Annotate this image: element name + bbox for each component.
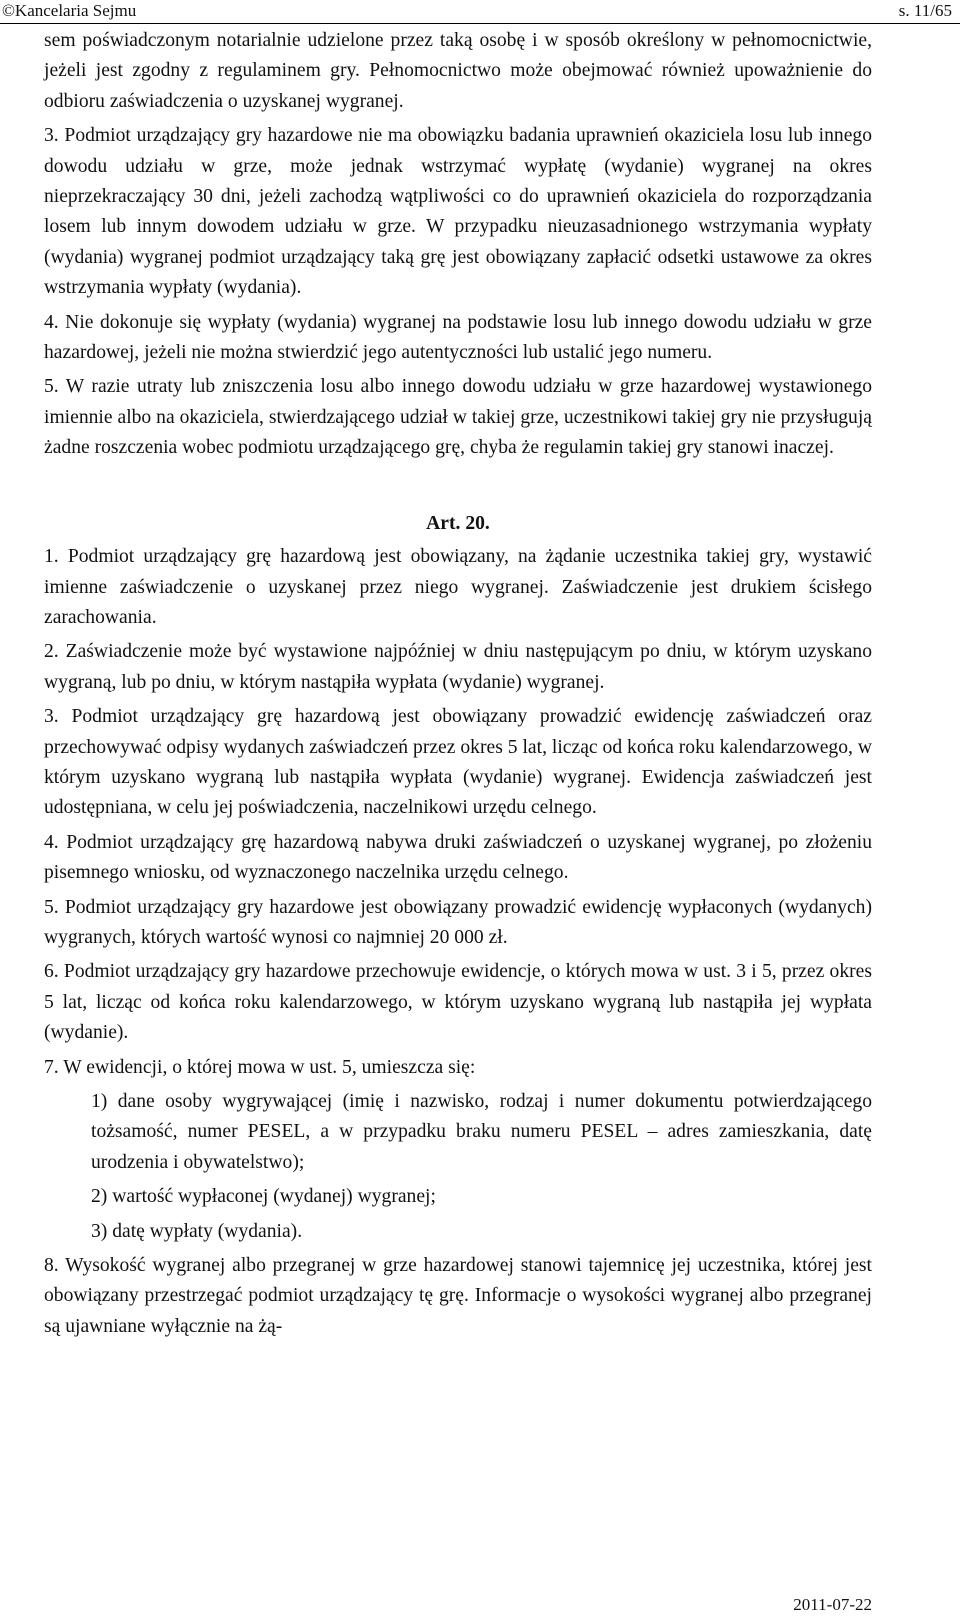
article-paragraph-6: 6. Podmiot urządzający gry hazardowe przechowuje ewidencje, o których mowa w ust. 3 i 5, przez okres 5 lat, licząc od końca roku kalendarzowego, w którym uzyskano wygraną lub nastąpiła jej wypłata (wydanie). xyxy=(44,961,872,1044)
article-paragraph-5: 5. Podmiot urządzający gry hazardowe jest obowiązany prowadzić ewidencję wypłaconych (wydanych) wygranych, których wartość wynosi co najmniej 20 000 zł. xyxy=(44,896,872,948)
article-paragraph-8: 8. Wysokość wygranej albo przegranej w grze hazardowej stanowi tajemnicę jej uczestnika, której jest obowiązany przestrzegać podmiot urządzający tę grę. Informacje o wysokości wygranej albo przegranej są ujawniane wyłącznie na żą- xyxy=(44,1255,872,1337)
list-item: 3) datę wypłaty (wydania). xyxy=(91,1220,303,1242)
article-paragraph-4: 4. Podmiot urządzający grę hazardową nabywa druki zaświadczeń o uzyskanej wygranej, po złożeniu pisemnego wniosku, od wyznaczonego naczelnika urzędu celnego. xyxy=(44,831,872,884)
paragraph-3: 3. Podmiot urządzający gry hazardowe nie ma obowiązku badania uprawnień okaziciela losu lub innego dowodu udziału w grze, może jednak wstrzymać wypłatę (wydanie) wygranej na okres nieprzekraczający 30 dni, jeżeli zachodzą wątpliwości co do uprawnień okaziciela do rozporządzania losem lub innym dowodem udziału w grze. W przypadku nieuzasadnionego wstrzymania wypłaty (wydania) wygranej podmiot urządzający taką grę jest obowiązany zapłacić odsetki ustawowe za okres wstrzymania wypłaty (wydania). xyxy=(44,125,872,299)
header-divider xyxy=(0,23,960,24)
page-header xyxy=(0,0,960,24)
document-body xyxy=(44,26,872,1342)
copyright-label: ©Kancelaria Sejmu xyxy=(2,1,137,20)
article-paragraph-2: 2. Zaświadczenie może być wystawione najpóźniej w dniu następującym po dniu, w którym uzyskano wygraną, lub po dniu, w którym nastąpiła wypłata (wydanie) wygranej. xyxy=(44,641,872,693)
article-title: Art. 20. xyxy=(426,512,490,534)
paragraph-continuation: sem poświadczonym notarialnie udzielone przez taką osobę i w sposób określony w pełnomocnictwie, jeżeli jest zgodny z regulaminem gry. Pełnomocnictwo może obejmować również upoważnienie do odbioru zaświadczenia o uzyskanej wygranej. xyxy=(44,30,872,112)
paragraph-4: 4. Nie dokonuje się wypłaty (wydania) wygranej na podstawie losu lub innego dowodu udziału w grze hazardowej, jeżeli nie można stwierdzić jego autentyczności lub ustalić jego numeru. xyxy=(44,311,872,364)
footer-date: 2011-07-22 xyxy=(793,1595,872,1614)
paragraph-5: 5. W razie utraty lub zniszczenia losu albo innego dowodu udziału w grze hazardowej wystawionego imiennie albo na okaziciela, stwierdzającego udział w takiej grze, uczestnikowi takiej gry nie przysługują żadne roszczenia wobec podmiotu urządzającego grę, chyba że regulamin takiej gry stanowi inaczej. xyxy=(44,376,872,459)
list-item: 1) dane osoby wygrywającej (imię i nazwisko, rodzaj i numer dokumentu potwierdzającego tożsamość, numer PESEL, a w przypadku braku numeru PESEL – adres zamieszkania, datę urodzenia i obywatelstwo); xyxy=(91,1091,872,1173)
article-paragraph-1: 1. Podmiot urządzający grę hazardową jest obowiązany, na żądanie uczestnika takiej gry, wystawić imienne zaświadczenie o uzyskanej przez niego wygranej. Zaświadczenie jest drukiem ścisłego zarachowania. xyxy=(44,546,872,628)
article-paragraph-3: 3. Podmiot urządzający grę hazardową jest obowiązany prowadzić ewidencję zaświadczeń oraz przechowywać odpisy wydanych zaświadczeń przez okres 5 lat, licząc od końca roku kalendarzowego, w którym uzyskano wygraną lub nastąpiła wypłata (wydanie) wygranej. Ewidencja zaświadczeń jest udostępniana, w celu jej poświadczenia, naczelnikowi urzędu celnego. xyxy=(44,706,872,819)
page-number: s. 11/65 xyxy=(898,1,952,20)
list-item: 2) wartość wypłaconej (wydanej) wygranej; xyxy=(91,1186,436,1208)
enumeration-list xyxy=(44,1087,872,1247)
article-paragraph-7: 7. W ewidencji, o której mowa w ust. 5, umieszcza się: xyxy=(44,1056,476,1078)
section-spacer xyxy=(44,464,872,509)
